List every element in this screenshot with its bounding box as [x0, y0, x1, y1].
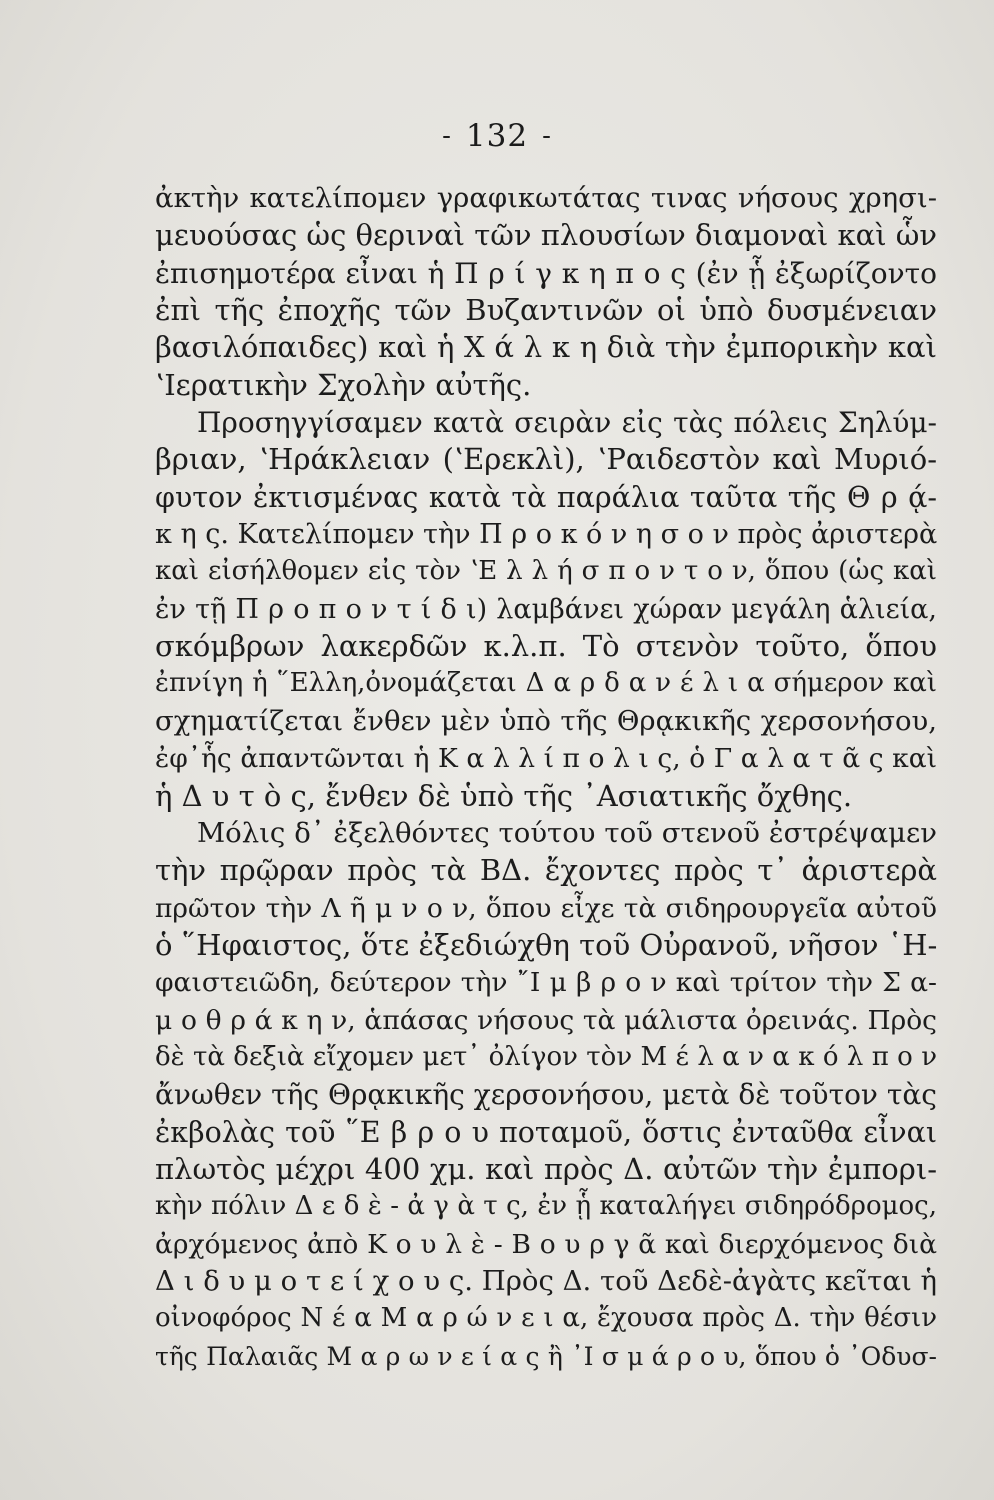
text-line: βασιλόπαιδες) καὶ ἡ Χ ά λ κ η διὰ τὴν ἐμπορικὴν καὶ — [155, 330, 937, 365]
page-number-value: 132 — [465, 118, 529, 154]
text-line: ἐφ᾽ἧς ἀπαντῶνται ἡ Κ α λ λ ί π ο λ ι ς, ὁ Γ α λ α τ ᾶ ς καὶ — [155, 743, 937, 775]
text-line: τῆς Παλαιᾶς Μ α ρ ω ν ε ί α ς ἢ ᾽Ι σ μ ά ρ ο υ, ὅπου ὁ ᾽Οδυσ- — [155, 1341, 937, 1371]
text-line: δὲ τὰ δεξιὰ εἴχομεν μετ᾽ ὀλίγον τὸν Μ έ λ α ν α κ ό λ π ο ν — [155, 1041, 937, 1072]
text-line: πλωτὸς μέχρι 400 χμ. καὶ πρὸς Δ. αὐτῶν τὴν ἐμπορι- — [155, 1151, 937, 1186]
text-line: μευούσας ὡς θεριναὶ τῶν πλουσίων διαμοναὶ καὶ ὧν — [155, 218, 938, 253]
page-number-dash-left: - — [442, 121, 452, 151]
text-line: ἀρχόμενος ἀπὸ Κ ο υ λ ὲ - Β ο υ ρ γ ᾶ καὶ διερχόμενος διὰ — [155, 1228, 937, 1260]
text-line: Μόλις δ᾽ ἐξελθόντες τούτου τοῦ στενοῦ ἐστρέψαμεν — [197, 816, 937, 849]
text-line: Προσηγγίσαμεν κατὰ σειρὰν εἰς τὰς πόλεις Σηλύμ- — [197, 406, 937, 440]
text-line: ἐπισημοτέρα εἶναι ἡ Π ρ ί γ κ η π ο ς (ἐν ᾗ ἐξωρίζοντο — [155, 256, 937, 290]
text-line: πρῶτον τὴν Λ ῆ μ ν ο ν, ὅπου εἶχε τὰ σιδηρουργεῖα αὐτοῦ — [155, 892, 937, 924]
text-line: κὴν πόλιν Δ ε δ ὲ - ἀ γ ὰ τ ς, ἐν ᾗ καταλήγει σιδηρόδρομος, — [155, 1191, 937, 1222]
text-line: βριαν, ʽΗράκλειαν (ʽΕρεκλὶ), ʽΡαιδεστὸν καὶ Μυριό- — [155, 442, 937, 477]
text-line: τὴν πρῷραν πρὸς τὰ ΒΔ. ἔχοντες πρὸς τ᾽ ἀριστερὰ — [155, 853, 937, 888]
text-line: ʽΙερατικὴν Σχολὴν αὐτῆς. — [155, 367, 532, 402]
text-line: ἐν τῇ Π ρ ο π ο ν τ ί δ ι) λαμβάνει χώραν μεγάλη ἁλιεία, — [155, 593, 937, 625]
body-text — [155, 180, 937, 1375]
text-line: μ ο θ ρ ά κ η ν, ἁπάσας νήσους τὰ μάλιστα ὀρεινάς. Πρὸς — [155, 1004, 937, 1036]
page-number-dash-right: - — [542, 121, 552, 151]
text-line: Δ ι δ υ μ ο τ ε ί χ ο υ ς. Πρὸς Δ. τοῦ Δεδὲ-ἀγὰτς κεῖται ἡ — [155, 1264, 937, 1297]
text-line: σκόμβρων λακερδῶν κ.λ.π. Τὸ στενὸν τοῦτο, ὅπου — [155, 629, 937, 664]
page-number — [0, 118, 994, 154]
text-line: οἰνοφόρος Ν έ α Μ α ρ ώ ν ε ι α, ἔχουσα πρὸς Δ. τὴν θέσιν — [155, 1303, 937, 1334]
text-line: σχηματίζεται ἔνθεν μὲν ὑπὸ τῆς Θρᾳκικῆς χερσονήσου, — [155, 704, 937, 737]
text-line: ἄνωθεν τῆς Θρᾳκικῆς χερσονήσου, μετὰ δὲ τοῦτον τὰς — [155, 1078, 937, 1112]
text-line: κ η ς. Κατελίπομεν τὴν Π ρ ο κ ό ν η σ ο ν πρὸς ἀριστερὰ — [155, 519, 938, 551]
text-line: καὶ εἰσήλθομεν εἰς τὸν ʽΕ λ λ ή σ π ο ν τ ο ν, ὅπου (ὡς καὶ — [155, 556, 937, 587]
text-line: ἐπνίγη ἡ ῞Ελλη,ὀνομάζεται Δ α ρ δ α ν έ λ ι α σήμερον καὶ — [155, 668, 937, 699]
text-line: ἐπὶ τῆς ἐποχῆς τῶν Βυζαντινῶν οἱ ὑπὸ δυσμένειαν — [155, 293, 937, 328]
text-line: φυτον ἐκτισμένας κατὰ τὰ παράλια ταῦτα τῆς Θ ρ ᾴ- — [155, 480, 937, 514]
text-line: φαιστειῶδη, δεύτερον τὴν ῎Ι μ β ρ ο ν καὶ τρίτον τὴν Σ α- — [155, 967, 937, 999]
text-line: ἐκβολὰς τοῦ ῞Ε β ρ ο υ ποταμοῦ, ὅστις ἐνταῦθα εἶναι — [155, 1115, 937, 1149]
text-line: ἀκτὴν κατελίπομεν γραφικωτάτας τινας νήσους χρησι- — [155, 182, 937, 214]
text-line: ὁ ῞Ηφαιστος, ὅτε ἐξεδιώχθη τοῦ Οὐρανοῦ, νῆσον ῾Η- — [155, 927, 938, 962]
text-line: ἡ Δ υ τ ὸ ς, ἔνθεν δὲ ὑπὸ τῆς ᾽Ασιατικῆς ὄχθης. — [155, 778, 853, 813]
